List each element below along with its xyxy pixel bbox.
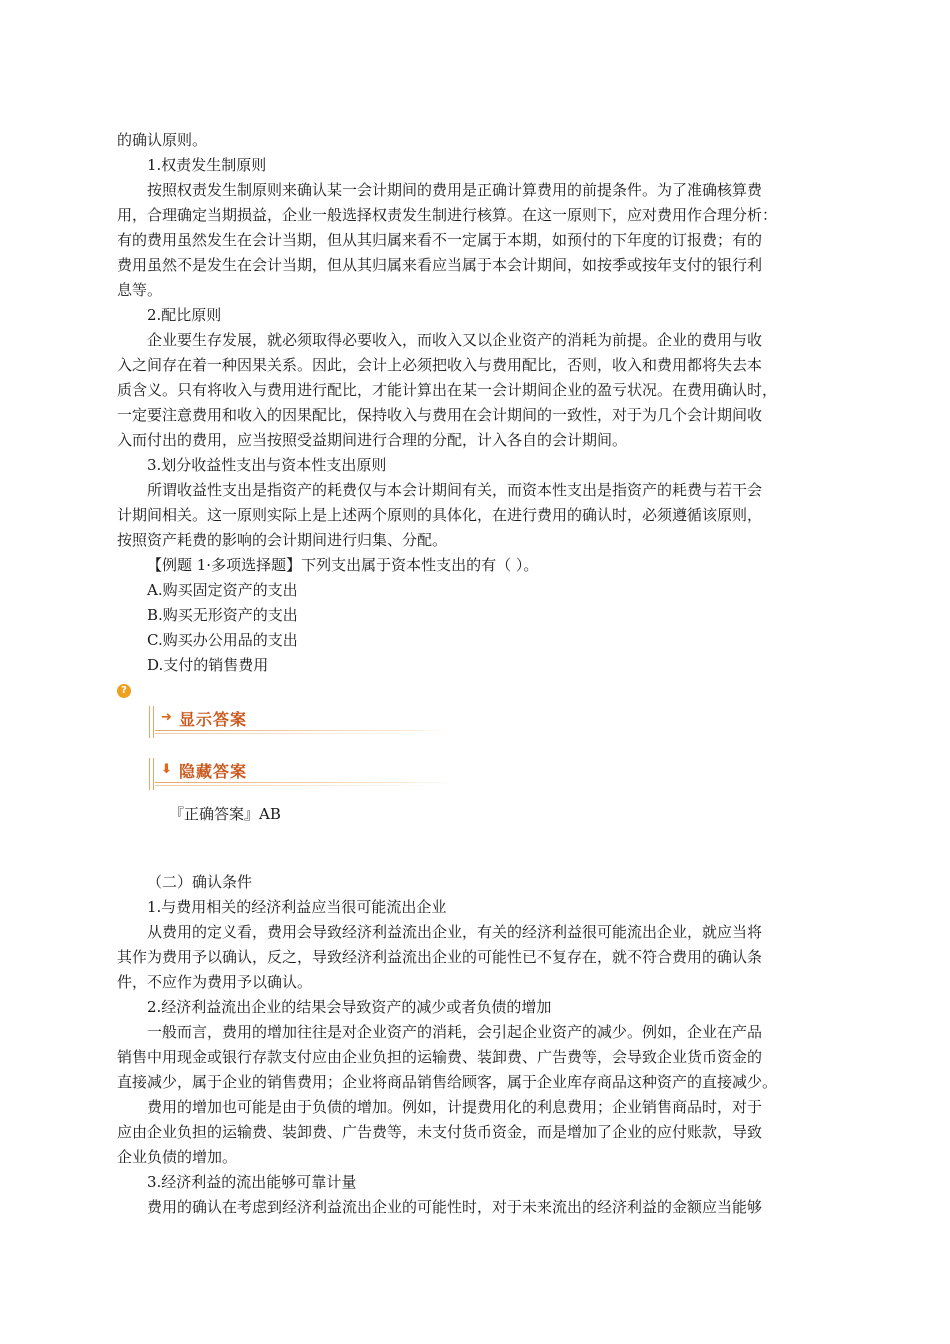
subheading-condition-2: 2.经济利益流出企业的结果会导致资产的减少或者负债的增加	[147, 998, 552, 1016]
subheading-matching: 2.配比原则	[147, 306, 222, 324]
subheading-condition-3: 3.经济利益的流出能够可靠计量	[147, 1173, 357, 1191]
divider	[149, 758, 150, 790]
paragraph-line: 一定要注意费用和收入的因果配比，保持收入与费用在会计期间的一致性，对于为几个会计期间收	[117, 406, 763, 424]
paragraph-line: 入而付出的费用，应当按照受益期间进行合理的分配，计入各自的会计期间。	[117, 431, 628, 449]
section-heading: （二）确认条件	[147, 873, 253, 891]
paragraph-line: 件，不应作为费用予以确认。	[117, 973, 313, 991]
arrow-right-icon: ➜	[161, 710, 172, 725]
subheading-condition-1: 1.与费用相关的经济利益应当很可能流出企业	[147, 898, 447, 916]
paragraph-line: 质含义。只有将收入与费用进行配比，才能计算出在某一会计期间企业的盈亏状况。在费用确认时，	[117, 381, 778, 399]
paragraph-line: 企业负债的增加。	[117, 1148, 238, 1166]
option-a: A.购买固定资产的支出	[147, 581, 298, 599]
help-icon[interactable]: ?	[117, 684, 131, 698]
paragraph-line: 应由企业负担的运输费、装卸费、广告费等，未支付货币资金，而是增加了企业的应付账款，导致	[117, 1123, 763, 1141]
divider	[155, 733, 435, 734]
paragraph-line: 息等。	[117, 281, 163, 299]
paragraph-line: 直接减少，属于企业的销售费用；企业将商品销售给顾客，属于企业库存商品这种资产的直接减少。	[117, 1073, 778, 1091]
option-d: D.支付的销售费用	[147, 656, 269, 674]
paragraph-line: 企业要生存发展，就必须取得必要收入，而收入又以企业资产的消耗为前提。企业的费用与收	[147, 331, 763, 349]
document-body	[117, 128, 839, 1220]
paragraph-line: 费用的确认在考虑到经济利益流出企业的可能性时，对于未来流出的经济利益的金额应当能够	[147, 1198, 763, 1216]
paragraph-line: 一般而言，费用的增加往往是对企业资产的消耗，会引起企业资产的减少。例如，企业在产品	[147, 1023, 763, 1041]
paragraph-line: 计期间相关。这一原则实际上是上述两个原则的具体化，在进行费用的确认时，必须遵循该原则，	[117, 506, 763, 524]
divider	[149, 706, 150, 738]
divider	[155, 782, 455, 783]
divider	[153, 706, 154, 738]
paragraph-line: 所谓收益性支出是指资产的耗费仅与本会计期间有关，而资本性支出是指资产的耗费与若干会	[147, 481, 763, 499]
paragraph-line: 按照权责发生制原则来确认某一会计期间的费用是正确计算费用的前提条件。为了准确核算费	[147, 181, 763, 199]
paragraph-line: 销售中用现金或银行存款支付应由企业负担的运输费、装卸费、广告费等，会导致企业货币资金的	[117, 1048, 763, 1066]
hide-answer-label: 隐藏答案	[179, 762, 248, 781]
option-b: B.购买无形资产的支出	[147, 606, 298, 624]
option-c: C.购买办公用品的支出	[147, 631, 298, 649]
show-answer-button[interactable]	[147, 700, 457, 744]
correct-answer: 『正确答案』AB	[169, 805, 281, 823]
paragraph-line: 按照资产耗费的影响的会计期间进行归集、分配。	[117, 531, 448, 549]
paragraph-line: 费用的增加也可能是由于负债的增加。例如，计提费用化的利息费用；企业销售商品时，对于	[147, 1098, 763, 1116]
example-question: 【例题 1·多项选择题】下列支出属于资本性支出的有（ ）。	[147, 556, 539, 574]
paragraph-line: 从费用的定义看，费用会导致经济利益流出企业，有关的经济利益很可能流出企业，就应当将	[147, 923, 763, 941]
arrow-down-icon: ⬇	[161, 762, 172, 777]
paragraph-line: 的确认原则。	[117, 131, 208, 149]
paragraph-line: 入之间存在着一种因果关系。因此，会计上必须把收入与费用配比，否则，收入和费用都将失去本	[117, 356, 763, 374]
subheading-capital-revenue: 3.划分收益性支出与资本性支出原则	[147, 456, 387, 474]
paragraph-line: 用，合理确定当期损益，企业一般选择权责发生制进行核算。在这一原则下，应对费用作合理分析：	[117, 206, 778, 224]
divider	[153, 758, 154, 790]
hide-answer-button[interactable]	[147, 752, 457, 796]
divider	[155, 730, 455, 731]
divider	[155, 785, 435, 786]
subheading-accrual: 1.权责发生制原则	[147, 156, 267, 174]
paragraph-line: 有的费用虽然发生在会计当期，但从其归属来看不一定属于本期，如预付的下年度的订报费；有的	[117, 231, 763, 249]
show-answer-label: 显示答案	[179, 710, 248, 729]
paragraph-line: 费用虽然不是发生在会计当期，但从其归属来看应当属于本会计期间，如按季或按年支付的银行利	[117, 256, 763, 274]
paragraph-line: 其作为费用予以确认，反之，导致经济利益流出企业的可能性已不复存在，就不符合费用的确认条	[117, 948, 763, 966]
